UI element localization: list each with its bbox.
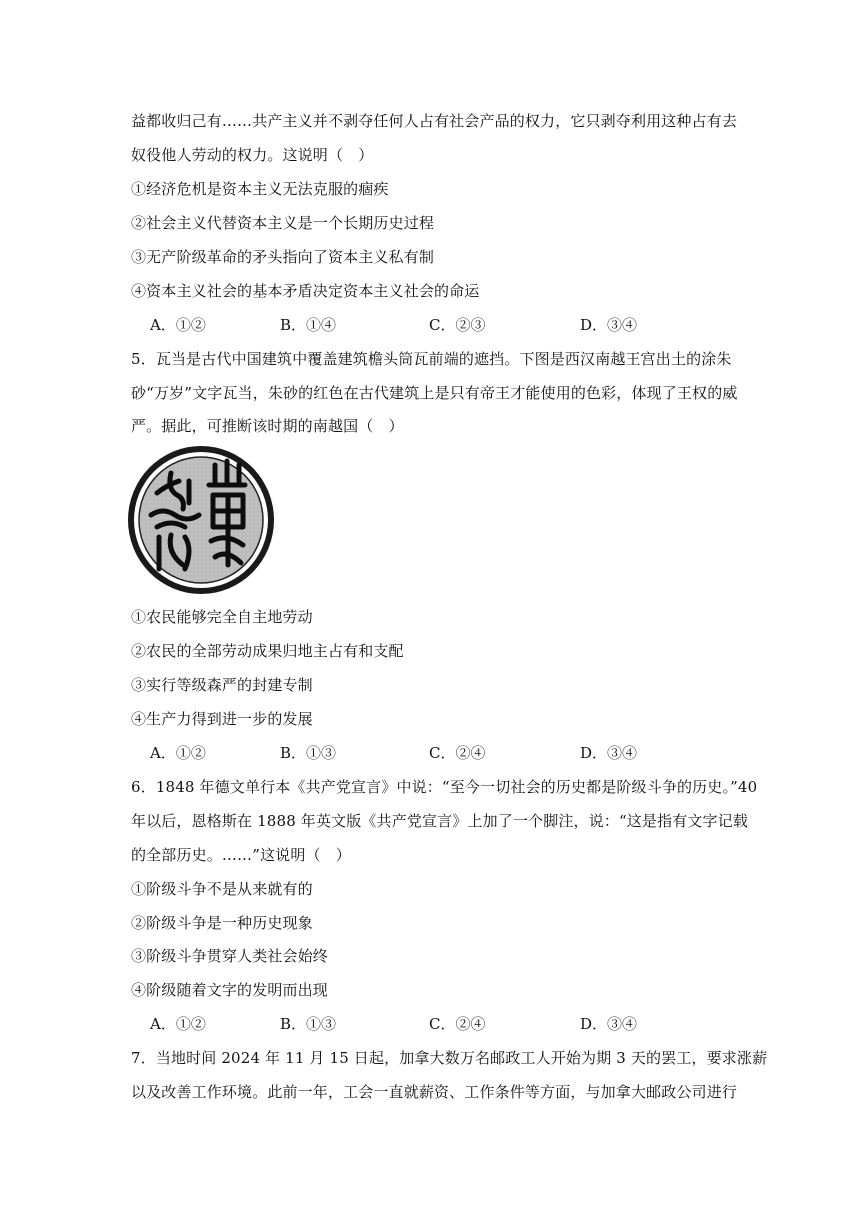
q4-option-c[interactable]: C．②③ [429,316,486,334]
q6-statement-3: ③阶级斗争贯穿人类社会始终 [131,947,328,965]
q6-statement-2: ②阶级斗争是一种历史现象 [131,914,313,932]
q5-stem-line-3: 严。据此，可推断该时期的南越国（ ） [131,417,404,435]
q7-stem-line-1: 7．当地时间 2024 年 11 月 15 日起，加拿大数万名邮政工人开始为期 3 天的罢工，要求涨薪 [131,1049,768,1067]
q7-stem-line-2: 以及改善工作环境。此前一年，工会一直就薪资、工作条件等方面，与加拿大邮政公司进行 [131,1083,738,1101]
q5-statement-1: ①农民能够完全自主地劳动 [131,608,313,626]
q5-option-a[interactable]: A．①② [150,744,206,762]
q5-statement-3: ③实行等级森严的封建专制 [131,676,313,694]
q4-option-a[interactable]: A．①② [150,316,206,334]
q6-stem-line-2: 年以后，恩格斯在 1888 年英文版《共产党宣言》上加了一个脚注，说：“这是指有文字记载 [131,812,748,830]
q4-stem-line-2: 奴役他人劳动的权力。这说明（ ） [131,146,374,164]
q4-statement-3: ③无产阶级革命的矛头指向了资本主义私有制 [131,248,435,266]
wadang-roof-tile-image [127,445,275,595]
q6-statement-4: ④阶级随着文字的发明而出现 [131,981,328,999]
q5-option-c[interactable]: C．②④ [429,744,486,762]
q5-option-b[interactable]: B．①③ [280,744,337,762]
q5-option-d[interactable]: D．③④ [580,744,638,762]
q6-option-c[interactable]: C．②④ [429,1015,486,1033]
q6-option-d[interactable]: D．③④ [580,1015,638,1033]
q4-statement-1: ①经济危机是资本主义无法克服的痼疾 [131,180,389,198]
q5-stem-line-2: 砂“万岁”文字瓦当，朱砂的红色在古代建筑上是只有帝王才能使用的色彩，体现了王权的威 [131,384,738,402]
q6-stem-line-3: 的全部历史。……”这说明（ ） [131,846,351,864]
q6-option-a[interactable]: A．①② [150,1015,206,1033]
q4-option-b[interactable]: B．①④ [280,316,337,334]
q4-statement-2: ②社会主义代替资本主义是一个长期历史过程 [131,214,435,232]
q5-stem-line-1: 5．瓦当是古代中国建筑中覆盖建筑檐头筒瓦前端的遮挡。下图是西汉南越王宫出土的涂朱 [131,350,732,368]
q4-statement-4: ④资本主义社会的基本矛盾决定资本主义社会的命运 [131,282,480,300]
q6-statement-1: ①阶级斗争不是从来就有的 [131,880,313,898]
q5-statement-2: ②农民的全部劳动成果归地主占有和支配 [131,642,404,660]
q6-stem-line-1: 6．1848 年德文单行本《共产党宣言》中说：“至今一切社会的历史都是阶级斗争的历史。”40 [131,778,758,796]
q4-option-d[interactable]: D．③④ [580,316,638,334]
q5-statement-4: ④生产力得到进一步的发展 [131,710,313,728]
q4-stem-line-1: 益都收归己有……共产主义并不剥夺任何人占有社会产品的权力，它只剥夺利用这种占有去 [131,112,738,130]
q6-option-b[interactable]: B．①③ [280,1015,337,1033]
